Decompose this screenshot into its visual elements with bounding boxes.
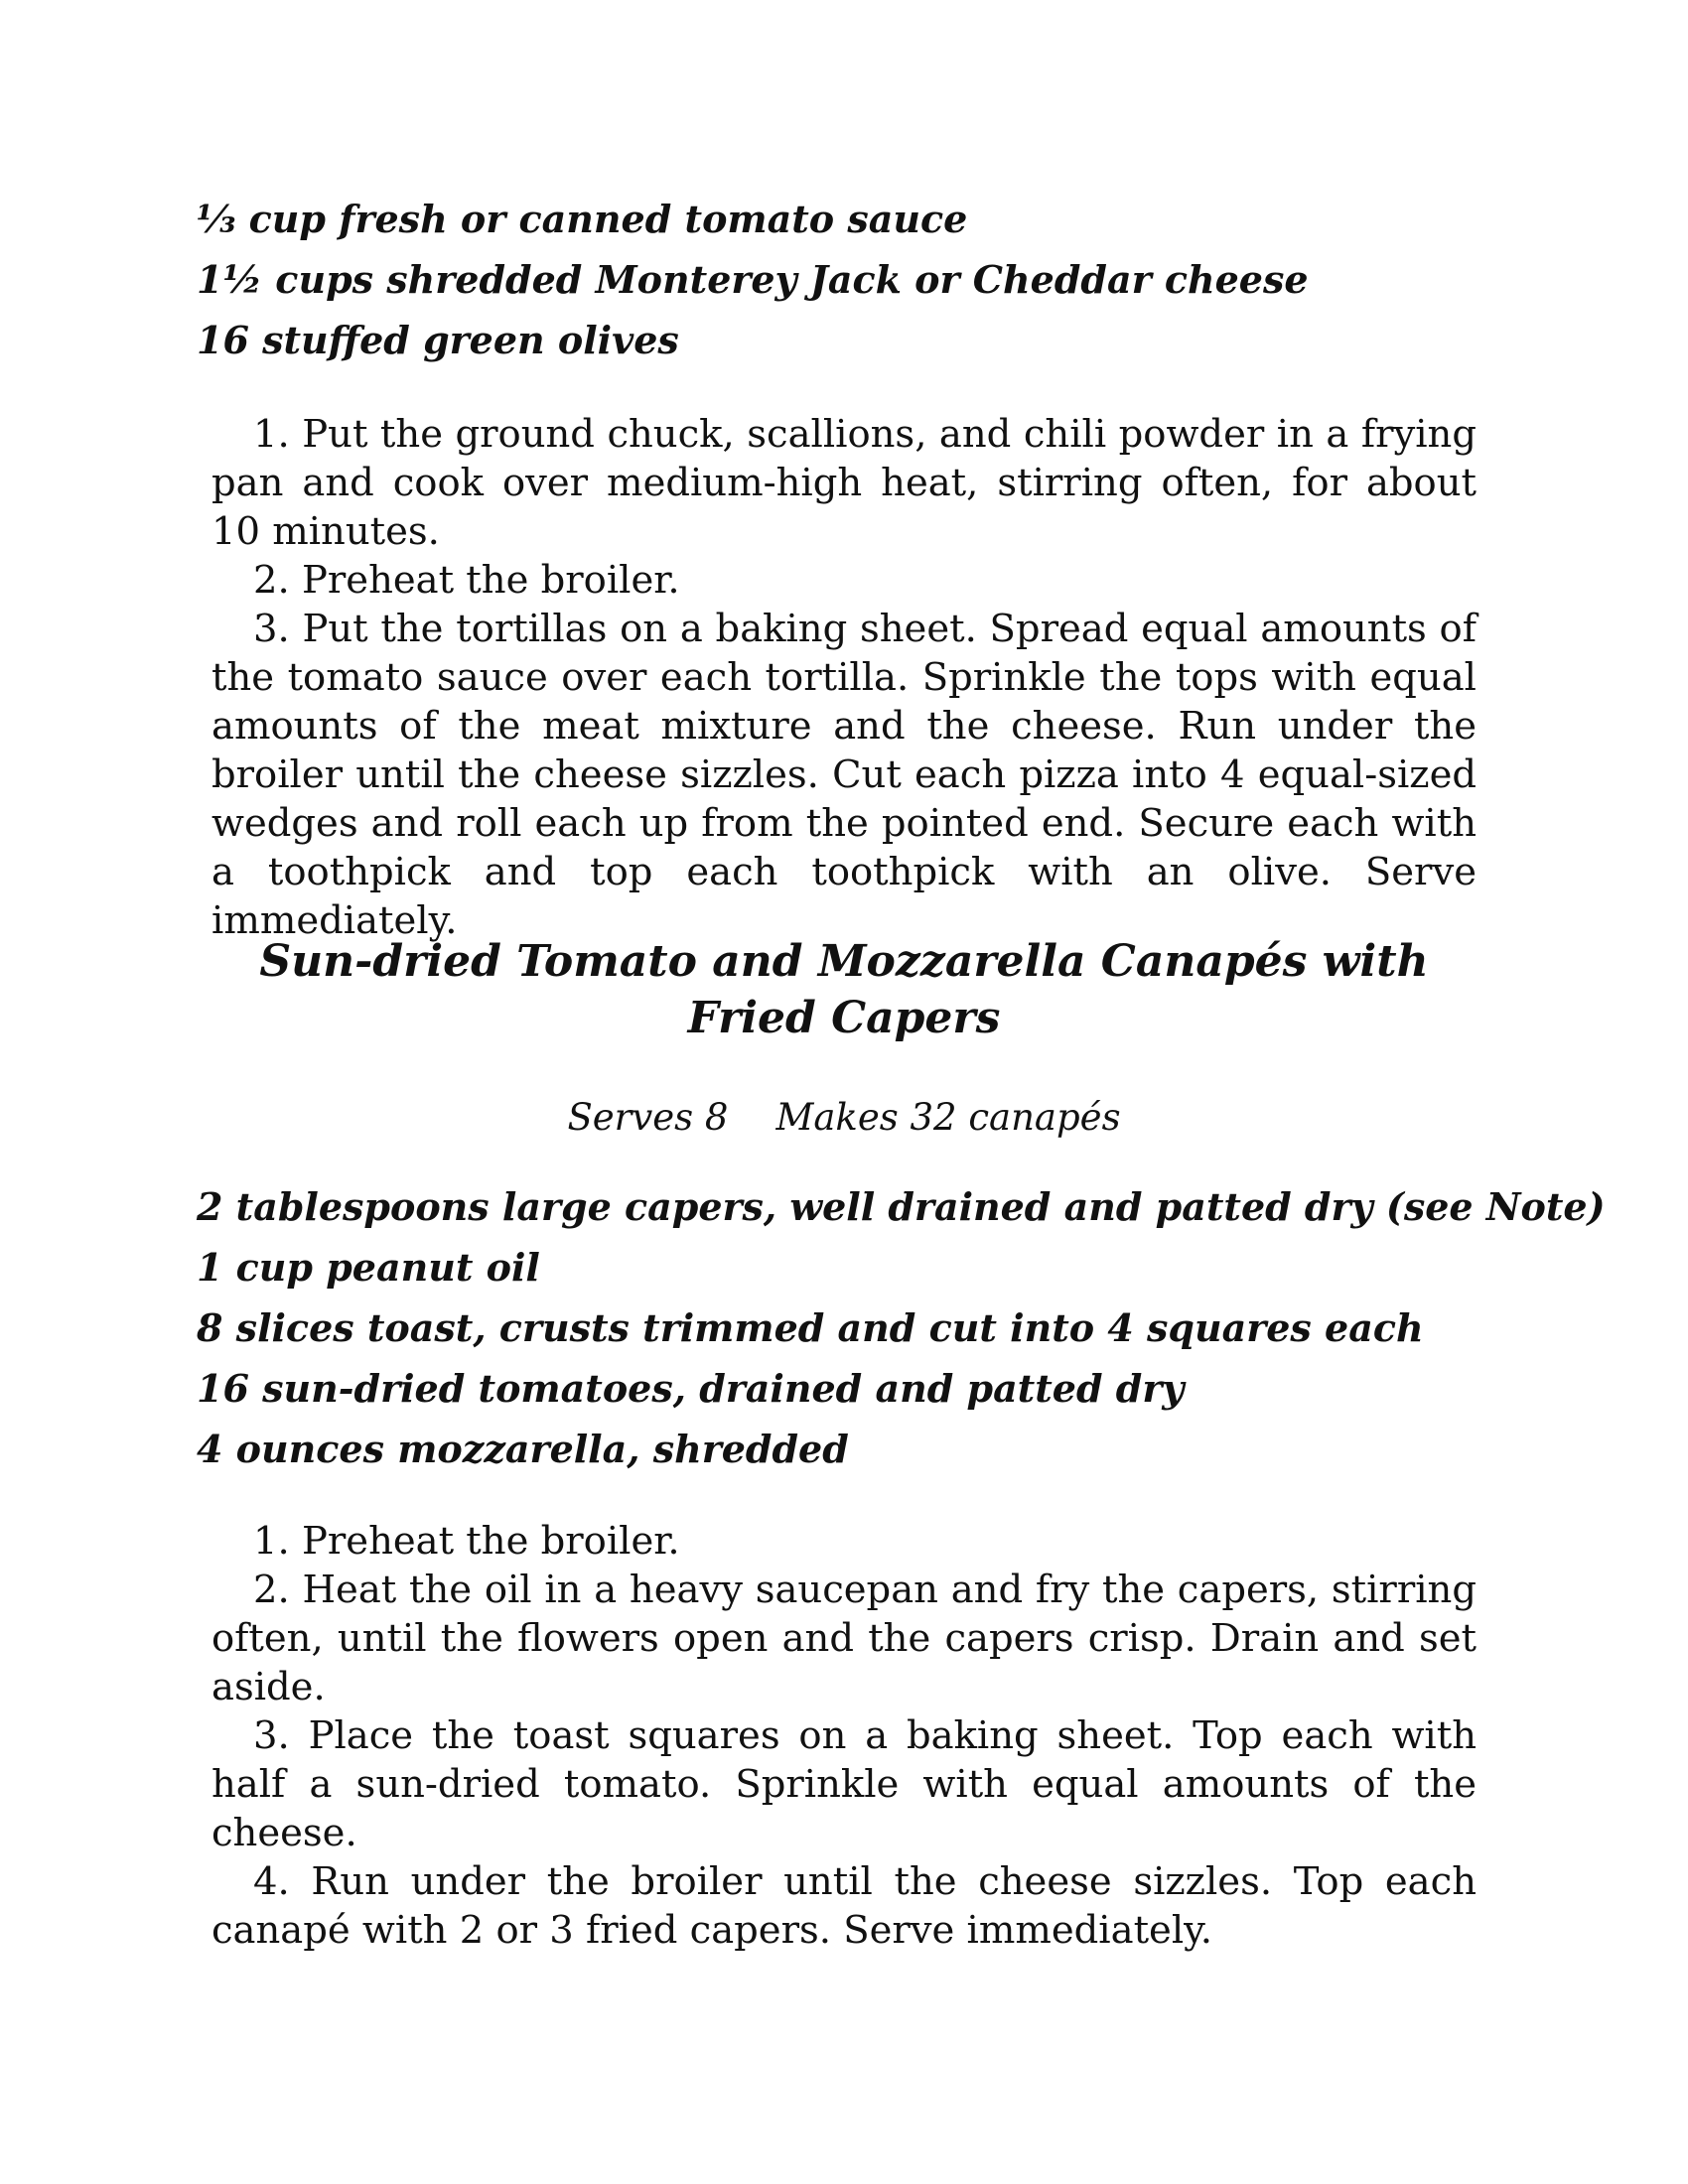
recipe-title: Sun-dried Tomato and Mozzarella Canapés with Fried Capers [259,936,1429,1043]
ingredient-item: 16 stuffed green olives [197,318,679,362]
recipe-yield [199,1094,1489,1142]
ingredient-item: ⅓ cup fresh or canned tomato sauce [197,197,968,241]
method-step: 3. Place the toast squares on a baking sheet. Top each with half a sun-dried tomato. Sprinkle with equal amounts of the cheese. [211,1713,1477,1855]
method-step: 4. Run under the broiler until the cheese sizzles. Top each canapé with 2 or 3 fried capers. Serve immediately. [211,1859,1477,1953]
recipe-ingredient-list [197,1176,1606,1479]
method-step: 1. Preheat the broiler. [253,1519,680,1564]
previous-ingredient-list [197,189,1487,370]
serves-text: Serves 8 [567,1096,729,1139]
ingredient-item: 16 sun-dried tomatoes, drained and patted dry [197,1366,1185,1411]
previous-method-steps [211,410,1477,945]
method-step: 2. Preheat the broiler. [253,558,680,603]
method-step: 2. Heat the oil in a heavy saucepan and fry the capers, stirring often, until the flowers open and the capers crisp. Drain and set aside. [211,1568,1477,1709]
ingredient-item: 4 ounces mozzarella, shredded [197,1427,849,1471]
ingredient-item: 8 slices toast, crusts trimmed and cut into 4 squares each [197,1305,1424,1350]
ingredient-item: 2 tablespoons large capers, well drained and patted dry (see Note) [197,1184,1606,1229]
ingredient-item: 1½ cups shredded Monterey Jack or Cheddar cheese [197,257,1309,302]
recipe-method-steps [211,1517,1477,1955]
ingredient-item: 1 cup peanut oil [197,1245,540,1290]
method-step: 3. Put the tortillas on a baking sheet. Spread equal amounts of the tomato sauce over each tortilla. Sprinkle the tops with equal amounts of the meat mixture and the cheese. Run under the broiler until the cheese sizzles. Cut each pizza into 4 equal-sized wedges and roll each up from the pointed end. Secure each with a toothpick and top each toothpick with an olive. Serve immediately. [211,607,1477,943]
method-step: 1. Put the ground chuck, scallions, and chili powder in a frying pan and cook over medium-high heat, stirring often, for about 10 minutes. [211,412,1477,554]
makes-text: Makes 32 canapés [775,1096,1121,1139]
